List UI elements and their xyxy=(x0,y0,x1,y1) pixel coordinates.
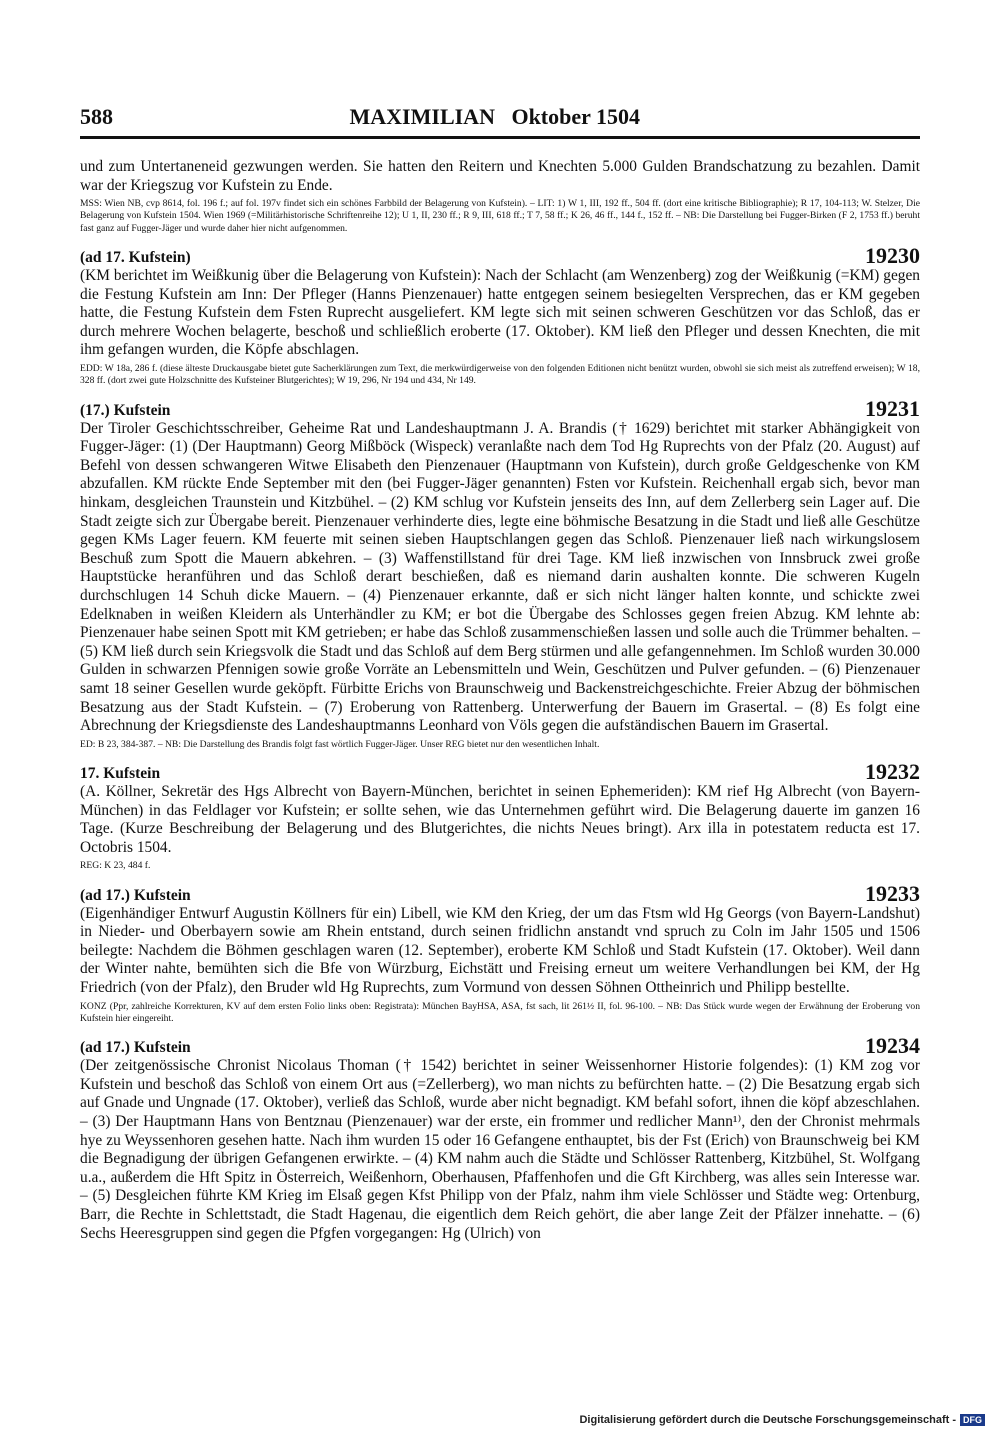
intro-source: MSS: Wien NB, cvp 8614, fol. 196 f.; auf fol. 197v findet sich ein schönes Farbbild der Belagerung von Kufstein). – LIT: 1) W 1, III, 192 ff., 504 ff. (dort eine kritische Bibliographie); R 17, 104-113; W. Stelzer, Die Belagerung von Kufstein 1504. Wien 1969 (=Militärhistorische Schriftenreihe 12); U 1, II, 230 ff.; R 9, III, 618 ff.; T 7, 58 ff.; K 26, 46 ff., 144 f., 152 ff. – NB: Die Darstellung bei Fugger-Birken (F 2, 1753 ff.) beruht fast ganz auf Fugger-Jäger und wurde daher hier nicht aufgenommen. xyxy=(80,198,920,234)
page-header xyxy=(80,104,920,130)
entry-number: 19232 xyxy=(865,759,920,785)
regest-entry xyxy=(80,245,920,388)
entry-body: (Eigenhändiger Entwurf Augustin Köllners für ein) Libell, wie KM den Krieg, der um das Ftsm wld Hg Georgs (von Bayern-Landshut) in Nieder- und Oberbayern sowie am Rhein entstand, durch seinen fridlichn anstandt vnd spruch zu Coln im Jahr 1505 und 1506 beilegte: Nachdem die Böhmen geschlagen waren (12. September), eroberte KM Schloß und Stadt Kufstein (17. Oktober). Weil dann der Winter nahte, bemühten sich die Bfe von Würzburg, Eichstätt und Freising erneut um weitere Verhandlungen bei KM, der Hg Friedrich (von der Pfalz), den Bruder wld Hg Ruprechts, zum Vormund von dessen Söhnen Ottheinrich und Philipp bestellte. xyxy=(80,904,920,997)
entry-title: (ad 17. Kufstein) xyxy=(80,249,191,267)
entry-title: (ad 17.) Kufstein xyxy=(80,886,191,904)
regest-entry xyxy=(80,395,920,751)
entry-source: ED: B 23, 384-387. – NB: Die Darstellung des Brandis folgt fast wörtlich Fugger-Jäger. Unser REG bietet nur den wesentlichen Inhalt. xyxy=(80,738,600,750)
entry-number: 19231 xyxy=(865,395,920,421)
entry-body: (Der zeitgenössische Chronist Nicolaus Thoman († 1542) berichtet in seiner Weissenhorner Historie folgendes): (1) KM zog vor Kufstein und beschoß das Schloß von einem Ort aus (=Zellerberg), wo man nichts zu befürchten hatte. – (2) Die Besatzung ergab sich auf Gnade und Ungnade (17. Oktober), verließ das Schloß, wurde aber nicht begnadigt. KM befahl sofort, ihnen die köpf abzeschlahen. – (3) Der Hauptmann Hans von Bentznau (Pienzenauer) war der erste, ein frommer und redlicher Mann¹⁾, den der Chronist mehrmals hye zu Weyssenhoren gesehen hatte. Nach ihm wurden 15 oder 16 Gefangene enthauptet, bis der Fst (Erich) von Braunschweig bei KM die Begnadigung der übrigen Gefangenen erwirkte. – (4) KM nahm auch die Städte und Schlösser Rattenberg, Kitzbühel, St. Wolfgang u.a., außerdem die Hft Spitz in Österreich, Weißenhorn, Oberhausen, Pfaffenhofen und die Gft Kirchberg, was alles sein Interesse war. – (5) Desgleichen führte KM Krieg im Elsaß gegen Kfst Philipp von der Pfalz, nahm ihm viele Schlösser und Städte weg: Ortenburg, Barr, die Rechte in Schlettstadt, die Stadt Hagenau, die eigentlich dem Reich gehört, die aber lange Zeit der Pfälzer innehatte. – (6) Sechs Heeresgruppen sind gegen die Pfgfen vorgegangen: Hg (Ulrich) von xyxy=(80,1057,920,1242)
entry-header xyxy=(80,880,920,906)
entry-header xyxy=(80,761,920,783)
entry-source: REG: K 23, 484 f. xyxy=(80,860,151,872)
entry-header xyxy=(80,395,920,421)
entry-title: (ad 17.) Kufstein xyxy=(80,1039,191,1057)
regest-entry xyxy=(80,880,920,1026)
page-number: 588 xyxy=(80,104,113,129)
entry-body: (KM berichtet im Weißkunig über die Belagerung von Kufstein): Nach der Schlacht (am Wenzenberg) zog der Weißkunig (=KM) gegen die Festung Kufstein am Inn: Der Pfleger (Hanns Pienzenauer) hatte entgegen seinem besiegelten Versprechen, das er KM gegeben hatte, die Festung Kufstein dem Fsten Ruprecht ausgeliefert. KM legte sich mit seinen schweren Geschützen vor das Schloß, das er durch mehrere Wochen belagerte, beschoß und schließlich eroberte (17. Oktober). KM ließ den Pfleger und dessen Knechten, die mit ihm gefangen wurden, die Köpfe abschlagen. xyxy=(80,267,920,359)
dfg-logo: DFG xyxy=(960,1414,985,1426)
entry-number: 19230 xyxy=(865,243,920,269)
running-title: MAXIMILIAN Oktober 1504 xyxy=(349,104,640,129)
footer-text: Digitalisierung gefördert durch die Deutsche Forschungsgemeinschaft - xyxy=(579,1414,956,1426)
document-page xyxy=(80,104,920,1243)
entry-number: 19234 xyxy=(865,1033,920,1059)
header-rule xyxy=(80,136,920,139)
entry-number: 19233 xyxy=(865,880,920,906)
regest-entry xyxy=(80,761,920,873)
entry-source: KONZ (Ppr, zahlreiche Korrekturen, KV auf dem ersten Folio links oben: Registrata): München BayHSA, ASA, fst sach, lit 261½ II, fol. 96-100. – NB: Das Stück wurde wegen der Erwähnung der Eroberung von Kufstein hier eingereiht. xyxy=(80,1000,920,1024)
digitization-footer xyxy=(560,1414,985,1426)
entry-body: Der Tiroler Geschichtsschreiber, Geheime Rat und Landeshauptmann J. A. Brandis († 1629) berichtet mit starker Abhängigkeit von Fugger-Jäger: (1) (Der Hauptmann) Georg Mißböck (Wispeck) veranlaßte nach dem Tod Hg Ruprechts von der Pfalz (20. August) auf Befehl von dessen schwangeren Witwe Elisabeth den Pienzenauer (Hauptmann von Kufstein), durch große Geldgeschenke von KM abzufallen. KM rückte Ende September mit den (bei Fugger-Jäger genannten) Fsten vor Kufstein. Reichenhall ergab sich, bevor man hinkam, desgleichen Traunstein und Kitzbühel. – (2) KM schlug vor Kufstein jenseits des Inn, auf dem Zellerberg sein Lager auf. Die Stadt zeigte sich zur Übergabe bereit. Pienzenauer verhinderte dies, legte eine böhmische Besatzung in die Stadt und ließ alle Geschütze gegen KMs Lager feuern. KM feuerte mit seinen sieben Hauptschlangen gegen das Schloß. Pienzenauer ließ nach wirkungslosem Beschuß zum Spott die Mauern abkehren. – (3) Waffenstillstand für drei Tage. KM ließ inzwischen von Innsbruck zwei große Hauptstücke heranführen und das Schloß derart beschießen, daß es niemand darin aushalten konnte. Die schweren Kugeln durchschlugen 14 Schuh dicke Mauern. – (4) Pienzenauer erkannte, daß er sich nicht länger halten konnte, und schickte zwei Edelknaben in weißen Kleidern als Unterhändler zu KM; er bot die Übergabe des Schlosses gegen freien Abzug. KM lehnte ab: Pienzenauer habe seinen Spott mit KM getrieben; er habe das Schloß zusammenschießen lassen und solle auch die Trümmer behalten. – (5) KM ließ durch sein Kriegsvolk die Stadt und das Schloß auf dem Berg stürmen und alle gefangennehmen. Im Schloß wurden 30.000 Gulden in schwarzen Pfennigen sowie große Vorräte an Lebensmitteln und Wein, Geschützen und Pulver gefunden. – (6) Pienzenauer samt 18 seiner Gesellen wurde geköpft. Fürbitte Erichs von Braunschweig und Backenstreichgeschichte. Freier Abzug der böhmischen Besatzung aus der Stadt Kufstein. – (7) Eroberung von Rattenberg. Unterwerfung der Bauern im Grasertal. – (8) Es folgt eine Abrechnung der Kriegsdienste des Landeshauptmanns Leonhard von Völs gegen die aufständischen Bauern im Grasertal. xyxy=(80,419,920,735)
entry-header xyxy=(80,245,920,267)
regest-entry xyxy=(80,1035,920,1243)
entry-title: 17. Kufstein xyxy=(80,765,161,783)
entry-title: (17.) Kufstein xyxy=(80,401,171,419)
intro-block xyxy=(80,158,920,235)
entry-header xyxy=(80,1035,920,1057)
entry-source: EDD: W 18a, 286 f. (diese älteste Druckausgabe bietet gute Sacherklärungen zum Text, die merkwürdigerweise von den folgenden Editionen nicht benützt wurden, obwohl sie sich meist als zutreffend erweisen); W 18, 328 ff. (dort zwei gute Holzschnitte des Kufsteiner Blutgerichtes); W 19, 296, Nr 194 und 434, Nr 149. xyxy=(80,363,920,387)
entry-body: (A. Köllner, Sekretär des Hgs Albrecht von Bayern-München, berichtet in seinen Ephemeriden): KM rief Hg Albrecht (von Bayern-München) in das Feldlager vor Kufstein; er sollte sehen, wie das Unternehmen geführt wird. Die Belagerung dauerte im ganzen 16 Tage. (Kurze Beschreibung der Belagerung und des Blutgerichtes, die nichts Neues bringt). Arx illa in potestatem reducta est 17. Octobris 1504. xyxy=(80,783,920,856)
intro-body: und zum Untertaneneid gezwungen werden. Sie hatten den Reitern und Knechten 5.000 Gulden Brandschatzung zu bezahlen. Damit war der Kriegszug vor Kufstein zu Ende. xyxy=(80,158,920,194)
